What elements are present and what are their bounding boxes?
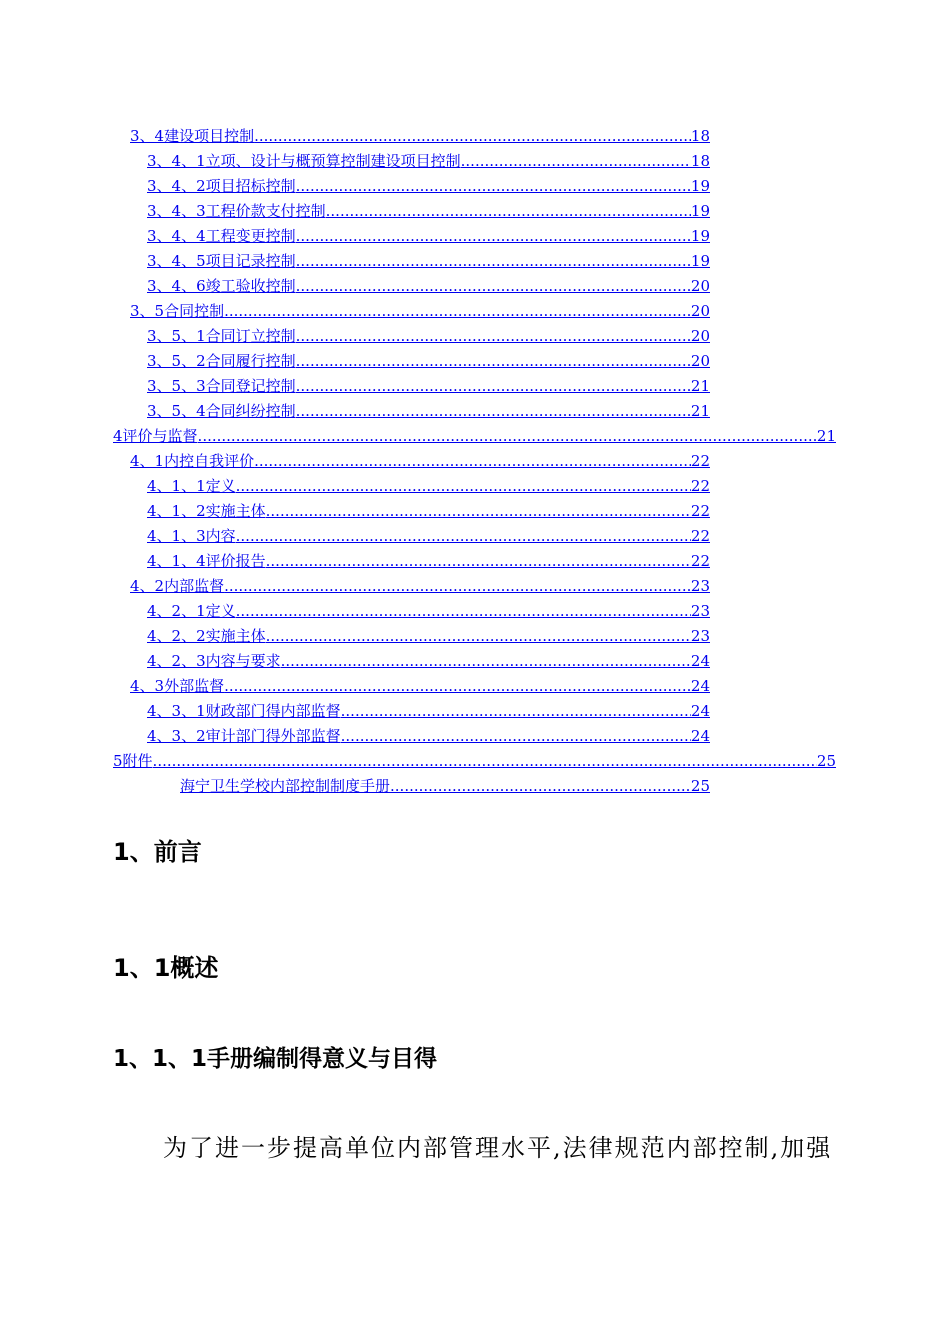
toc-leader-dots <box>296 225 691 247</box>
toc-entry-title: 4、1、4评价报告 <box>147 552 266 570</box>
toc-entry[interactable] <box>147 625 710 647</box>
toc-entry[interactable] <box>147 325 710 347</box>
toc-entry-title: 4、1内控自我评价 <box>130 452 255 470</box>
toc-entry-page: 20 <box>690 352 710 370</box>
toc-leader-dots <box>224 300 691 322</box>
toc-leader-dots <box>266 500 691 522</box>
toc-entry-title: 3、4、4工程变更控制 <box>147 227 296 245</box>
toc-entry-page: 25 <box>690 777 710 795</box>
toc-entry-page: 21 <box>690 377 710 395</box>
toc-leader-dots <box>254 125 691 147</box>
toc-entry-title: 海宁卫生学校内部控制制度手册 <box>180 777 391 795</box>
toc-entry-title: 4、3、2审计部门得外部监督 <box>147 727 341 745</box>
toc-entry-title: 4、2内部监督 <box>130 577 225 595</box>
toc-leader-dots <box>390 775 691 797</box>
toc-entry[interactable] <box>147 650 710 672</box>
toc-leader-dots <box>224 675 691 697</box>
toc-entry-page: 23 <box>690 627 710 645</box>
toc-entry-title: 3、4、6竣工验收控制 <box>147 277 296 295</box>
toc-leader-dots <box>266 625 691 647</box>
toc-leader-dots <box>326 200 691 222</box>
toc-entry[interactable] <box>147 225 710 247</box>
toc-entry[interactable] <box>147 600 710 622</box>
toc-entry[interactable] <box>130 450 710 472</box>
toc-entry[interactable] <box>147 250 710 272</box>
toc-entry-title: 4、2、1定义 <box>147 602 236 620</box>
toc-entry[interactable] <box>147 200 710 222</box>
toc-entry-title: 4、1、1定义 <box>147 477 236 495</box>
toc-entry-page: 22 <box>690 477 710 495</box>
toc-entry-page: 25 <box>816 752 836 770</box>
toc-entry-page: 21 <box>816 427 836 445</box>
toc-entry[interactable] <box>113 750 836 772</box>
toc-entry-title: 3、4建设项目控制 <box>130 127 255 145</box>
toc-leader-dots <box>254 450 691 472</box>
toc-entry-page: 20 <box>690 277 710 295</box>
toc-entry[interactable] <box>113 425 836 447</box>
toc-leader-dots <box>341 700 691 722</box>
body-paragraph-text: 为了进一步提高单位内部管理水平,法律规范内部控制,加强 <box>163 1134 833 1162</box>
toc-entry-title: 3、5合同控制 <box>130 302 225 320</box>
toc-leader-dots <box>461 150 691 172</box>
toc-entry-title: 3、4、1立项、设计与概预算控制建设项目控制 <box>147 152 461 170</box>
toc-entry-title: 3、4、2项目招标控制 <box>147 177 296 195</box>
toc-leader-dots <box>153 750 817 772</box>
toc-entry-page: 19 <box>690 177 710 195</box>
toc-leader-dots <box>236 600 691 622</box>
toc-entry-title: 4、3外部监督 <box>130 677 225 695</box>
toc-entry-page: 19 <box>690 252 710 270</box>
toc-entry-page: 18 <box>690 152 710 170</box>
toc-entry-page: 18 <box>690 127 710 145</box>
toc-entry-page: 23 <box>690 577 710 595</box>
toc-entry-page: 24 <box>690 677 710 695</box>
toc-entry-title: 4、2、3内容与要求 <box>147 652 281 670</box>
toc-entry-page: 23 <box>690 602 710 620</box>
toc-leader-dots <box>296 275 691 297</box>
toc-entry[interactable] <box>147 700 710 722</box>
toc-entry-title: 3、4、3工程价款支付控制 <box>147 202 326 220</box>
toc-entry-page: 19 <box>690 202 710 220</box>
toc-entry[interactable] <box>147 150 710 172</box>
toc-leader-dots <box>236 525 691 547</box>
toc-entry[interactable] <box>130 675 710 697</box>
toc-entry-title: 5附件 <box>113 752 153 770</box>
toc-entry[interactable] <box>147 525 710 547</box>
toc-entry-title: 4评价与监督 <box>113 427 198 445</box>
toc-entry-title: 4、3、1财政部门得内部监督 <box>147 702 341 720</box>
toc-entry[interactable] <box>147 500 710 522</box>
toc-entry-page: 24 <box>690 702 710 720</box>
toc-leader-dots <box>198 425 817 447</box>
section-heading-preface: 1、前言 <box>113 838 202 866</box>
toc-entry-page: 22 <box>690 527 710 545</box>
body-paragraph <box>113 1128 843 1163</box>
toc-leader-dots <box>236 475 691 497</box>
toc-entry-page: 22 <box>690 502 710 520</box>
toc-leader-dots <box>296 375 691 397</box>
toc-leader-dots <box>296 250 691 272</box>
toc-entry-title: 4、1、2实施主体 <box>147 502 266 520</box>
toc-leader-dots <box>224 575 691 597</box>
toc-entry-title: 3、5、1合同订立控制 <box>147 327 296 345</box>
toc-entry[interactable] <box>147 475 710 497</box>
toc-entry-title: 3、4、5项目记录控制 <box>147 252 296 270</box>
toc-entry[interactable] <box>130 125 710 147</box>
toc-entry-page: 20 <box>690 327 710 345</box>
toc-entry-page: 19 <box>690 227 710 245</box>
toc-leader-dots <box>281 650 691 672</box>
toc-leader-dots <box>296 175 691 197</box>
toc-entry[interactable] <box>147 725 710 747</box>
toc-entry-page: 24 <box>690 652 710 670</box>
toc-entry-title: 3、5、2合同履行控制 <box>147 352 296 370</box>
toc-entry-page: 22 <box>690 452 710 470</box>
toc-leader-dots <box>296 350 691 372</box>
toc-entry-page: 22 <box>690 552 710 570</box>
toc-leader-dots <box>266 550 691 572</box>
toc-entry[interactable] <box>180 775 710 797</box>
section-heading-purpose: 1、1、1手册编制得意义与目得 <box>113 1046 438 1072</box>
toc-entry-page: 21 <box>690 402 710 420</box>
toc-entry[interactable] <box>147 275 710 297</box>
toc-entry-title: 4、1、3内容 <box>147 527 236 545</box>
toc-entry-page: 20 <box>690 302 710 320</box>
toc-entry[interactable] <box>147 550 710 572</box>
toc-leader-dots <box>296 400 691 422</box>
toc-entry[interactable] <box>147 350 710 372</box>
toc-entry-title: 4、2、2实施主体 <box>147 627 266 645</box>
toc-entry-title: 3、5、4合同纠纷控制 <box>147 402 296 420</box>
toc-entry[interactable] <box>147 400 710 422</box>
toc-entry[interactable] <box>147 375 710 397</box>
toc-entry[interactable] <box>130 575 710 597</box>
toc-entry[interactable] <box>130 300 710 322</box>
toc-entry-page: 24 <box>690 727 710 745</box>
toc-entry-title: 3、5、3合同登记控制 <box>147 377 296 395</box>
toc-entry[interactable] <box>147 175 710 197</box>
section-heading-overview: 1、1概述 <box>113 954 219 982</box>
toc-leader-dots <box>296 325 691 347</box>
toc-leader-dots <box>341 725 691 747</box>
